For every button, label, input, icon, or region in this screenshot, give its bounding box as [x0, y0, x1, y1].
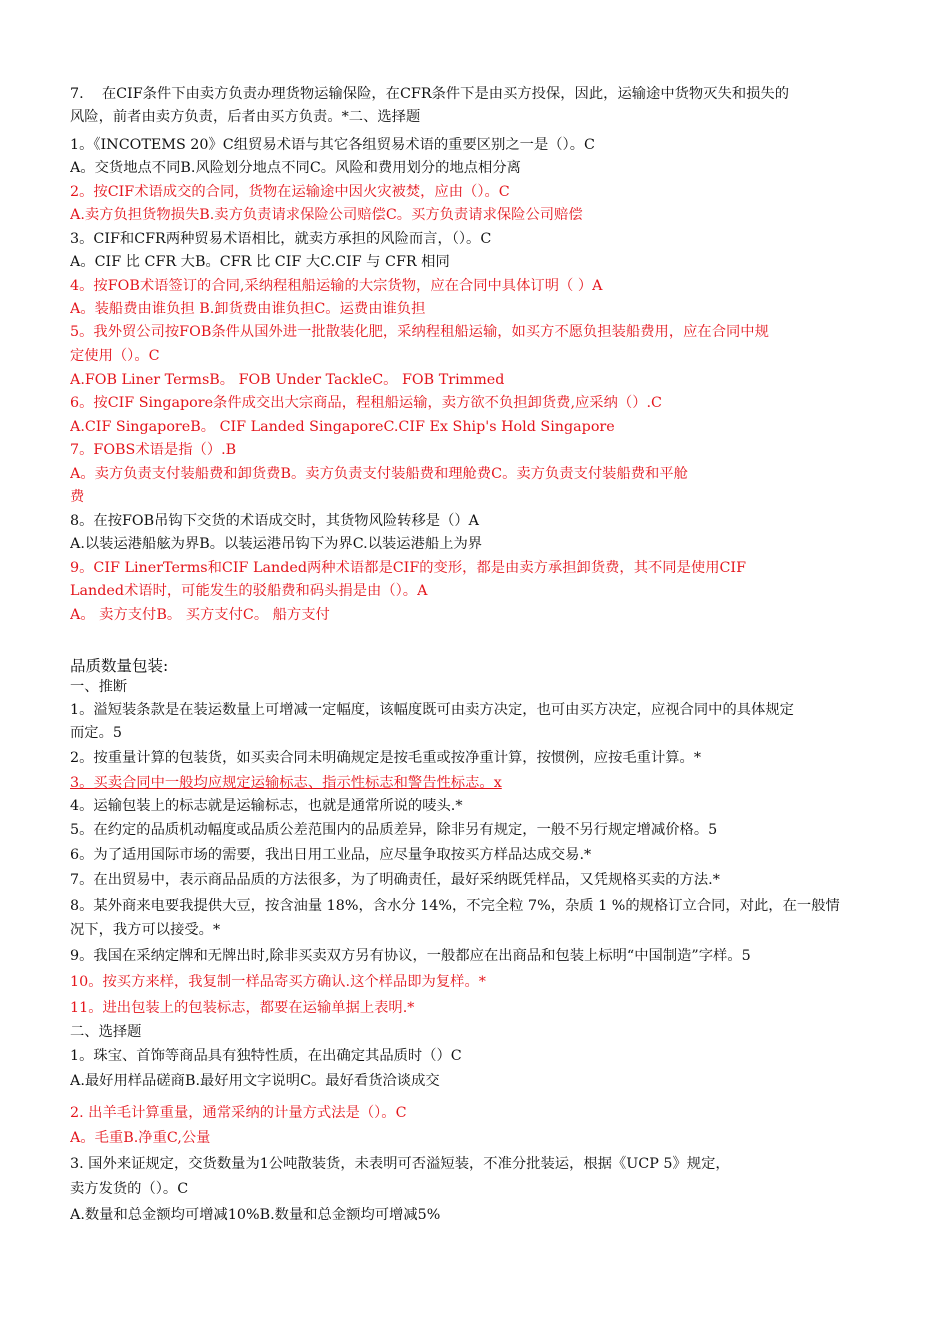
text-line: A.以装运港船舷为界B。以装运港吊钩下为界C.以装运港船上为界 [70, 536, 483, 552]
text-line: A。卖方负责支付装船费和卸货费B。卖方负责支付装船费和理舱费C。卖方负责支付装船费和平舱 [70, 466, 688, 482]
text-line: 费 [70, 489, 85, 505]
text-line: 卖方发货的（）。C [70, 1181, 189, 1197]
text-line: 11。进出包装上的包装标志，都要在运输单据上表明.* [70, 1000, 415, 1016]
text-line: 7。在出贸易中，表示商品品质的方法很多，为了明确责任，最好采纳既凭样品，又凭规格买卖的方法.* [70, 872, 720, 888]
text-line: 7. 在CIF条件下由卖方负责办理货物运输保险，在CFR条件下是由买方投保，因此，运输途中货物灭失和损失的 [70, 86, 790, 102]
text-line: A。交货地点不同B.风险划分地点不同C。风险和费用划分的地点相分离 [70, 160, 521, 176]
text-line: 10。按买方来样，我复制一样品寄买方确认.这个样品即为复样。* [70, 974, 486, 990]
text-line: 风险，前者由卖方负责，后者由买方负责。*二、选择题 [70, 109, 421, 125]
text-line: 9。我国在采纳定牌和无牌出时,除非买卖双方另有协议，一般都应在出商品和包装上标明“中国制造”字样。5 [70, 948, 751, 964]
text-line: 4。运输包装上的标志就是运输标志，也就是通常所说的唛头.* [70, 798, 463, 814]
text-line: A。 卖方支付B。 买方支付C。 船方支付 [70, 607, 330, 623]
text-line: 5。在约定的品质机动幅度或品质公差范围内的品质差异，除非另有规定，一般不另行规定增减价格。5 [70, 822, 718, 838]
text-line: 3。买卖合同中一般均应规定运输标志、指示性标志和警告性标志。x [70, 775, 502, 791]
text-line: 一、推断 [70, 679, 128, 695]
text-line: A.FOB Liner TermsB。 FOB Under TackleC。 FOB Trimmed [70, 372, 505, 388]
text-line: 定使用（）。C [70, 348, 160, 364]
text-line: 6。为了适用国际市场的需要，我出日用工业品，应尽量争取按买方样品达成交易.* [70, 847, 592, 863]
text-line: 3. 国外来证规定，交货数量为1公吨散装货，未表明可否溢短装，不准分批装运，根据《UCP 5》规定， [70, 1156, 730, 1172]
text-line: 而定。5 [70, 725, 122, 741]
text-line: 3。CIF和CFR两种贸易术语相比，就卖方承担的风险而言，（）。C [70, 231, 492, 247]
text-line: 1。溢短装条款是在装运数量上可增减一定幅度，该幅度既可由卖方决定，也可由买方决定，应视合同中的具体规定 [70, 702, 794, 718]
text-line: Landed术语时，可能发生的驳船费和码头捐是由（）。A [70, 583, 428, 599]
text-line: 2. 出羊毛计算重量，通常采纳的计量方式法是（）。C [70, 1105, 407, 1121]
text-line: 二、选择题 [70, 1024, 142, 1040]
text-line: 9。CIF LinerTerms和CIF Landed两种术语都是CIF的变形，都是由卖方承担卸货费，其不同是使用CIF [70, 560, 746, 576]
text-line: 5。我外贸公司按FOB条件从国外进一批散装化肥，采纳程租船运输，如买方不愿负担装船费用，应在合同中规 [70, 324, 769, 340]
section-heading: 品质数量包装: [70, 657, 169, 675]
text-line: 4。按FOB术语签订的合同,采纳程租船运输的大宗货物，应在合同中具体订明（ ）A [70, 278, 603, 294]
text-line: 况下，我方可以接受。* [70, 922, 221, 938]
text-line: A。CIF 比 CFR 大B。CFR 比 CIF 大C.CIF 与 CFR 相同 [70, 254, 450, 270]
text-line: A.卖方负担货物损失B.卖方负责请求保险公司赔偿C。买方负责请求保险公司赔偿 [70, 207, 583, 223]
text-line: A.最好用样品磋商B.最好用文字说明C。最好看货洽谈成交 [70, 1073, 440, 1089]
text-line: 1。《INCOTEMS 20》C组贸易术语与其它各组贸易术语的重要区别之一是（）。C [70, 137, 595, 153]
text-line: 1。珠宝、首饰等商品具有独特性质，在出确定其品质时（）C [70, 1048, 462, 1064]
text-line: A。装船费由谁负担 B.卸货费由谁负担C。运费由谁负担 [70, 301, 426, 317]
text-line: 7。FOBS术语是指（）.B [70, 442, 237, 458]
text-line: A。毛重B.净重C,公量 [70, 1130, 211, 1146]
text-line: A.数量和总金额均可增减10%B.数量和总金额均可增减5% [70, 1207, 441, 1223]
text-line: 8。在按FOB吊钩下交货的术语成交时，其货物风险转移是（）A [70, 513, 479, 529]
text-line: A.CIF SingaporeB。 CIF Landed SingaporeC.CIF Ex Ship's Hold Singapore [70, 419, 615, 435]
text-line: 2。按重量计算的包装货，如买卖合同未明确规定是按毛重或按净重计算，按惯例，应按毛重计算。* [70, 750, 702, 766]
text-line: 8。某外商来电要我提供大豆，按含油量 18%，含水分 14%，不完全粒 7%，杂质 1 %的规格订立合同，对此，在一般情 [70, 898, 840, 914]
text-line: 2。按CIF术语成交的合同，货物在运输途中因火灾被焚，应由（）。C [70, 184, 510, 200]
text-line: 6。按CIF Singapore条件成交出大宗商品，程租船运输，卖方欲不负担卸货费,应采纳（）.C [70, 395, 662, 411]
